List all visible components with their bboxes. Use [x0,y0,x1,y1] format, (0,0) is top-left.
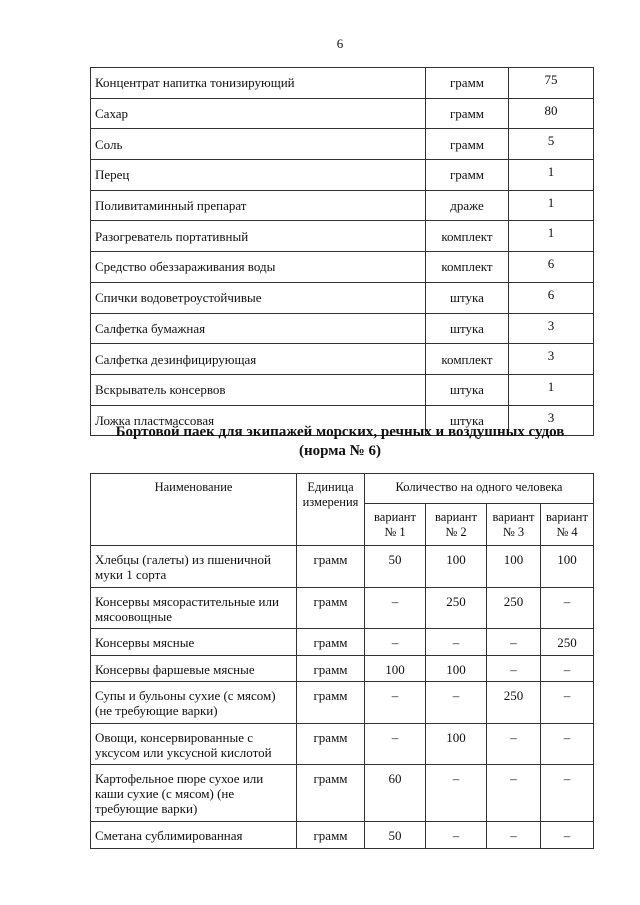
item-unit: грамм [426,129,509,160]
item-unit: грамм [297,724,365,765]
variant-3-quantity: 100 [487,546,541,588]
variant-2-quantity: 100 [426,724,487,765]
table-row [91,129,594,160]
item-name: Супы и бульоны сухие (с мясом) (не требующие варки) [91,682,297,724]
table-row [91,374,594,405]
item-quantity: 1 [509,160,594,191]
item-unit: штука [426,313,509,344]
item-name: Ложка пластмассовая [91,405,426,436]
item-name: Консервы мясорастительные или мясоовощные [91,588,297,629]
variant-1-quantity: – [365,724,426,765]
item-unit: штука [426,282,509,313]
item-unit: драже [426,190,509,221]
variant-4-quantity: – [541,765,594,822]
variant-1-quantity: 60 [365,765,426,822]
variant-2-quantity: 100 [426,656,487,682]
item-name: Соль [91,129,426,160]
item-name: Хлебцы (галеты) из пшеничной муки 1 сорта [91,546,297,588]
header-name: Наименование [91,474,297,546]
table-row [91,98,594,129]
variant-2-quantity: – [426,629,487,656]
item-unit: грамм [297,546,365,588]
variant-4-quantity: 100 [541,546,594,588]
item-name: Салфетка дезинфицирующая [91,344,426,375]
variant-1-quantity: 50 [365,546,426,588]
item-quantity: 1 [509,190,594,221]
item-quantity: 1 [509,374,594,405]
table-row [91,221,594,252]
item-quantity: 3 [509,344,594,375]
item-quantity: 75 [509,68,594,99]
item-name: Перец [91,160,426,191]
variant-2-quantity: 250 [426,588,487,629]
variant-4-quantity: – [541,682,594,724]
variant-3-quantity: 250 [487,588,541,629]
variant-1-quantity: – [365,629,426,656]
item-unit: грамм [297,682,365,724]
item-unit: грамм [297,765,365,822]
header-variant-3: вариант № 3 [487,504,541,546]
item-unit: грамм [426,68,509,99]
item-quantity: 3 [509,313,594,344]
item-unit: комплект [426,344,509,375]
variant-4-quantity: – [541,656,594,682]
section-title [0,423,640,461]
variant-3-quantity: – [487,765,541,822]
item-quantity: 1 [509,221,594,252]
item-name: Консервы мясные [91,629,297,656]
variant-3-quantity: – [487,629,541,656]
ration-table [90,473,594,849]
variant-3-quantity: – [487,724,541,765]
section-title-line1: Бортовой паек для экипажей морских, речных и воздушных судов [115,424,565,440]
table-row [91,682,594,724]
header-variant-2: вариант № 2 [426,504,487,546]
item-name: Сахар [91,98,426,129]
item-quantity: 5 [509,129,594,160]
variant-1-quantity: 50 [365,822,426,849]
item-name: Консервы фаршевые мясные [91,656,297,682]
variant-4-quantity: 250 [541,629,594,656]
item-quantity: 6 [509,282,594,313]
table-row [91,546,594,588]
item-name: Концентрат напитка тонизирующий [91,68,426,99]
variant-2-quantity: – [426,682,487,724]
item-quantity: 80 [509,98,594,129]
page-number: 6 [336,36,344,51]
item-quantity: 6 [509,252,594,283]
variant-1-quantity: – [365,588,426,629]
table-row [91,313,594,344]
table-row [91,765,594,822]
variant-3-quantity: 250 [487,682,541,724]
item-unit: штука [426,374,509,405]
item-name: Овощи, консервированные с уксусом или уксусной кислотой [91,724,297,765]
header-unit: Единица измерения [297,474,365,546]
variant-3-quantity: – [487,822,541,849]
table-row [91,252,594,283]
item-unit: комплект [426,221,509,252]
variant-3-quantity: – [487,656,541,682]
variant-4-quantity: – [541,588,594,629]
variant-2-quantity: – [426,765,487,822]
item-unit: штука [426,405,509,436]
section-title-line2: (норма № 6) [299,443,381,459]
item-name: Поливитаминный препарат [91,190,426,221]
variant-4-quantity: – [541,724,594,765]
item-name: Разогреватель портативный [91,221,426,252]
item-name: Спички водоветроустойчивые [91,282,426,313]
table-row [91,588,594,629]
table-row [91,656,594,682]
item-name: Средство обеззараживания воды [91,252,426,283]
variant-2-quantity: 100 [426,546,487,588]
header-variant-4: вариант № 4 [541,504,594,546]
item-quantity: 3 [509,405,594,436]
table-row [91,724,594,765]
table-row [91,344,594,375]
variant-2-quantity: – [426,822,487,849]
item-unit: грамм [297,629,365,656]
variant-1-quantity: – [365,682,426,724]
header-variant-1: вариант № 1 [365,504,426,546]
table-row [91,822,594,849]
item-unit: грамм [426,160,509,191]
item-name: Салфетка бумажная [91,313,426,344]
table-row [91,629,594,656]
item-name: Картофельное пюре сухое или каши сухие (с мясом) (не требующие варки) [91,765,297,822]
item-unit: грамм [426,98,509,129]
item-name: Вскрыватель консервов [91,374,426,405]
header-quantity: Количество на одного человека [365,474,594,504]
table-row [91,68,594,99]
item-unit: комплект [426,252,509,283]
table-row [91,160,594,191]
item-name: Сметана сублимированная [91,822,297,849]
item-unit: грамм [297,588,365,629]
item-unit: грамм [297,822,365,849]
variant-1-quantity: 100 [365,656,426,682]
table-row [91,282,594,313]
item-unit: грамм [297,656,365,682]
supplies-table [90,67,594,436]
table-row [91,190,594,221]
variant-4-quantity: – [541,822,594,849]
